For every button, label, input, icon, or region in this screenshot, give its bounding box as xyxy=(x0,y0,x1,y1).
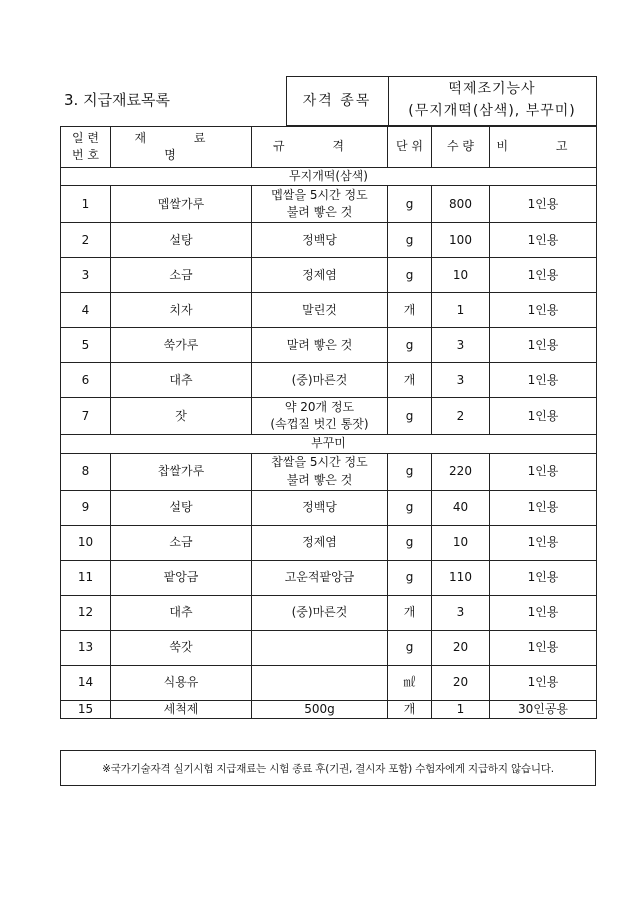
col-serial-number xyxy=(61,127,111,168)
col-material-name: 재 료 명 xyxy=(111,127,252,168)
cell-spec: (중)마른것 xyxy=(252,363,388,398)
cell-unit: g xyxy=(388,186,432,223)
cell-serial-number: 2 xyxy=(61,223,111,258)
cell-spec-line: 찹쌀을 5시간 정도 xyxy=(271,455,368,470)
cell-note: 1인용 xyxy=(490,363,597,398)
cell-note: 1인용 xyxy=(490,258,597,293)
cell-note: 1인용 xyxy=(490,453,597,490)
cell-unit: 개 xyxy=(388,363,432,398)
cell-note: 30인공용 xyxy=(490,700,597,718)
cell-spec-line: (속껍질 벗긴 통잣) xyxy=(270,417,369,432)
col-unit: 단 위 xyxy=(388,127,432,168)
header-table xyxy=(60,76,597,126)
cell-spec-line: 불려 빻은 것 xyxy=(286,205,353,220)
table-row xyxy=(61,700,597,718)
qualification-name xyxy=(388,77,596,126)
cell-spec-line: 불려 빻은 것 xyxy=(286,472,353,487)
cell-unit: g xyxy=(388,560,432,595)
cell-unit: 개 xyxy=(388,293,432,328)
cell-spec: 정백당 xyxy=(252,490,388,525)
table-row xyxy=(61,490,597,525)
cell-unit: g xyxy=(388,630,432,665)
cell-spec: (중)마른것 xyxy=(252,595,388,630)
col-quantity: 수 량 xyxy=(432,127,490,168)
cell-material-name: 쑥가루 xyxy=(111,328,252,363)
cell-quantity: 220 xyxy=(432,453,490,490)
table-row xyxy=(61,525,597,560)
col-spec: 규 격 xyxy=(252,127,388,168)
cell-material-name: 설탕 xyxy=(111,223,252,258)
table-row xyxy=(61,630,597,665)
table-row xyxy=(61,398,597,435)
cell-spec-line: 약 20개 정도 xyxy=(284,400,355,414)
materials-table xyxy=(60,126,597,719)
cell-note: 1인용 xyxy=(490,525,597,560)
cell-serial-number: 6 xyxy=(61,363,111,398)
col-serial-line1: 일 련 xyxy=(72,130,99,145)
cell-spec: 고운적팥앙금 xyxy=(252,560,388,595)
cell-spec: 말린것 xyxy=(252,293,388,328)
col-serial-line2: 번 호 xyxy=(72,148,99,162)
cell-note: 1인용 xyxy=(490,665,597,700)
cell-quantity: 100 xyxy=(432,223,490,258)
cell-material-name: 소금 xyxy=(111,525,252,560)
cell-spec xyxy=(252,630,388,665)
cell-note: 1인용 xyxy=(490,595,597,630)
cell-unit: g xyxy=(388,490,432,525)
cell-serial-number: 8 xyxy=(61,453,111,490)
cell-serial-number: 3 xyxy=(61,258,111,293)
cell-unit: 개 xyxy=(388,595,432,630)
cell-material-name: 멥쌀가루 xyxy=(111,186,252,223)
cell-unit: g xyxy=(388,223,432,258)
cell-note: 1인용 xyxy=(490,328,597,363)
materials-rows xyxy=(61,168,597,719)
cell-unit: 개 xyxy=(388,700,432,718)
cell-unit: g xyxy=(388,398,432,435)
qualification-label: 자격 종목 xyxy=(286,77,388,126)
cell-note: 1인용 xyxy=(490,560,597,595)
cell-unit: ㎖ xyxy=(388,665,432,700)
cell-serial-number: 10 xyxy=(61,525,111,560)
table-row xyxy=(61,223,597,258)
cell-quantity: 2 xyxy=(432,398,490,435)
table-row xyxy=(61,595,597,630)
cell-serial-number: 15 xyxy=(61,700,111,718)
cell-material-name: 세척제 xyxy=(111,700,252,718)
cell-material-name: 쑥갓 xyxy=(111,630,252,665)
cell-material-name: 잣 xyxy=(111,398,252,435)
cell-quantity: 10 xyxy=(432,258,490,293)
cell-note: 1인용 xyxy=(490,398,597,435)
cell-material-name: 대추 xyxy=(111,595,252,630)
cell-serial-number: 1 xyxy=(61,186,111,223)
table-row xyxy=(61,665,597,700)
cell-serial-number: 12 xyxy=(61,595,111,630)
cell-unit: g xyxy=(388,453,432,490)
cell-unit: g xyxy=(388,258,432,293)
cell-material-name: 설탕 xyxy=(111,490,252,525)
cell-spec xyxy=(252,186,388,223)
cell-material-name: 대추 xyxy=(111,363,252,398)
cell-note: 1인용 xyxy=(490,490,597,525)
section-title: 무지개떡(삼색) xyxy=(61,168,597,186)
cell-serial-number: 11 xyxy=(61,560,111,595)
cell-material-name: 식용유 xyxy=(111,665,252,700)
cell-spec xyxy=(252,665,388,700)
cell-material-name: 치자 xyxy=(111,293,252,328)
cell-material-name: 소금 xyxy=(111,258,252,293)
cell-serial-number: 5 xyxy=(61,328,111,363)
col-note: 비 고 xyxy=(490,127,597,168)
section-header-row xyxy=(61,168,597,186)
table-row xyxy=(61,328,597,363)
qualification-name-line1: 떡제조기능사 xyxy=(448,81,536,98)
cell-unit: g xyxy=(388,525,432,560)
cell-spec: 정제염 xyxy=(252,258,388,293)
cell-note: 1인용 xyxy=(490,223,597,258)
cell-spec: 말려 빻은 것 xyxy=(252,328,388,363)
cell-serial-number: 4 xyxy=(61,293,111,328)
cell-quantity: 3 xyxy=(432,595,490,630)
table-row xyxy=(61,186,597,223)
cell-material-name: 찹쌀가루 xyxy=(111,453,252,490)
cell-note: 1인용 xyxy=(490,293,597,328)
cell-quantity: 3 xyxy=(432,328,490,363)
cell-serial-number: 7 xyxy=(61,398,111,435)
document-body xyxy=(60,76,596,719)
cell-material-name: 팥앙금 xyxy=(111,560,252,595)
column-header-row xyxy=(61,127,597,168)
section-title: 부꾸미 xyxy=(61,435,597,453)
cell-quantity: 10 xyxy=(432,525,490,560)
table-row xyxy=(61,560,597,595)
cell-spec: 500g xyxy=(252,700,388,718)
cell-quantity: 3 xyxy=(432,363,490,398)
cell-quantity: 1 xyxy=(432,700,490,718)
table-row xyxy=(61,363,597,398)
cell-quantity: 40 xyxy=(432,490,490,525)
cell-spec xyxy=(252,398,388,435)
document-title: 3. 지급재료목록 xyxy=(60,77,286,126)
table-row xyxy=(61,293,597,328)
section-header-row xyxy=(61,435,597,453)
cell-spec xyxy=(252,453,388,490)
cell-quantity: 20 xyxy=(432,630,490,665)
footer-note: ※국가기술자격 실기시험 지급재료는 시험 종료 후(기권, 결시자 포함) 수험자에게 지급하지 않습니다. xyxy=(60,750,596,786)
table-row xyxy=(61,453,597,490)
cell-serial-number: 9 xyxy=(61,490,111,525)
cell-spec-line: 멥쌀을 5시간 정도 xyxy=(271,188,368,202)
cell-serial-number: 13 xyxy=(61,630,111,665)
cell-unit: g xyxy=(388,328,432,363)
table-row xyxy=(61,258,597,293)
cell-note: 1인용 xyxy=(490,186,597,223)
cell-serial-number: 14 xyxy=(61,665,111,700)
cell-quantity: 1 xyxy=(432,293,490,328)
cell-note: 1인용 xyxy=(490,630,597,665)
qualification-name-line2: (무지개떡(삼색), 부꾸미) xyxy=(408,103,576,119)
cell-quantity: 110 xyxy=(432,560,490,595)
cell-quantity: 800 xyxy=(432,186,490,223)
cell-quantity: 20 xyxy=(432,665,490,700)
cell-spec: 정백당 xyxy=(252,223,388,258)
cell-spec: 정제염 xyxy=(252,525,388,560)
